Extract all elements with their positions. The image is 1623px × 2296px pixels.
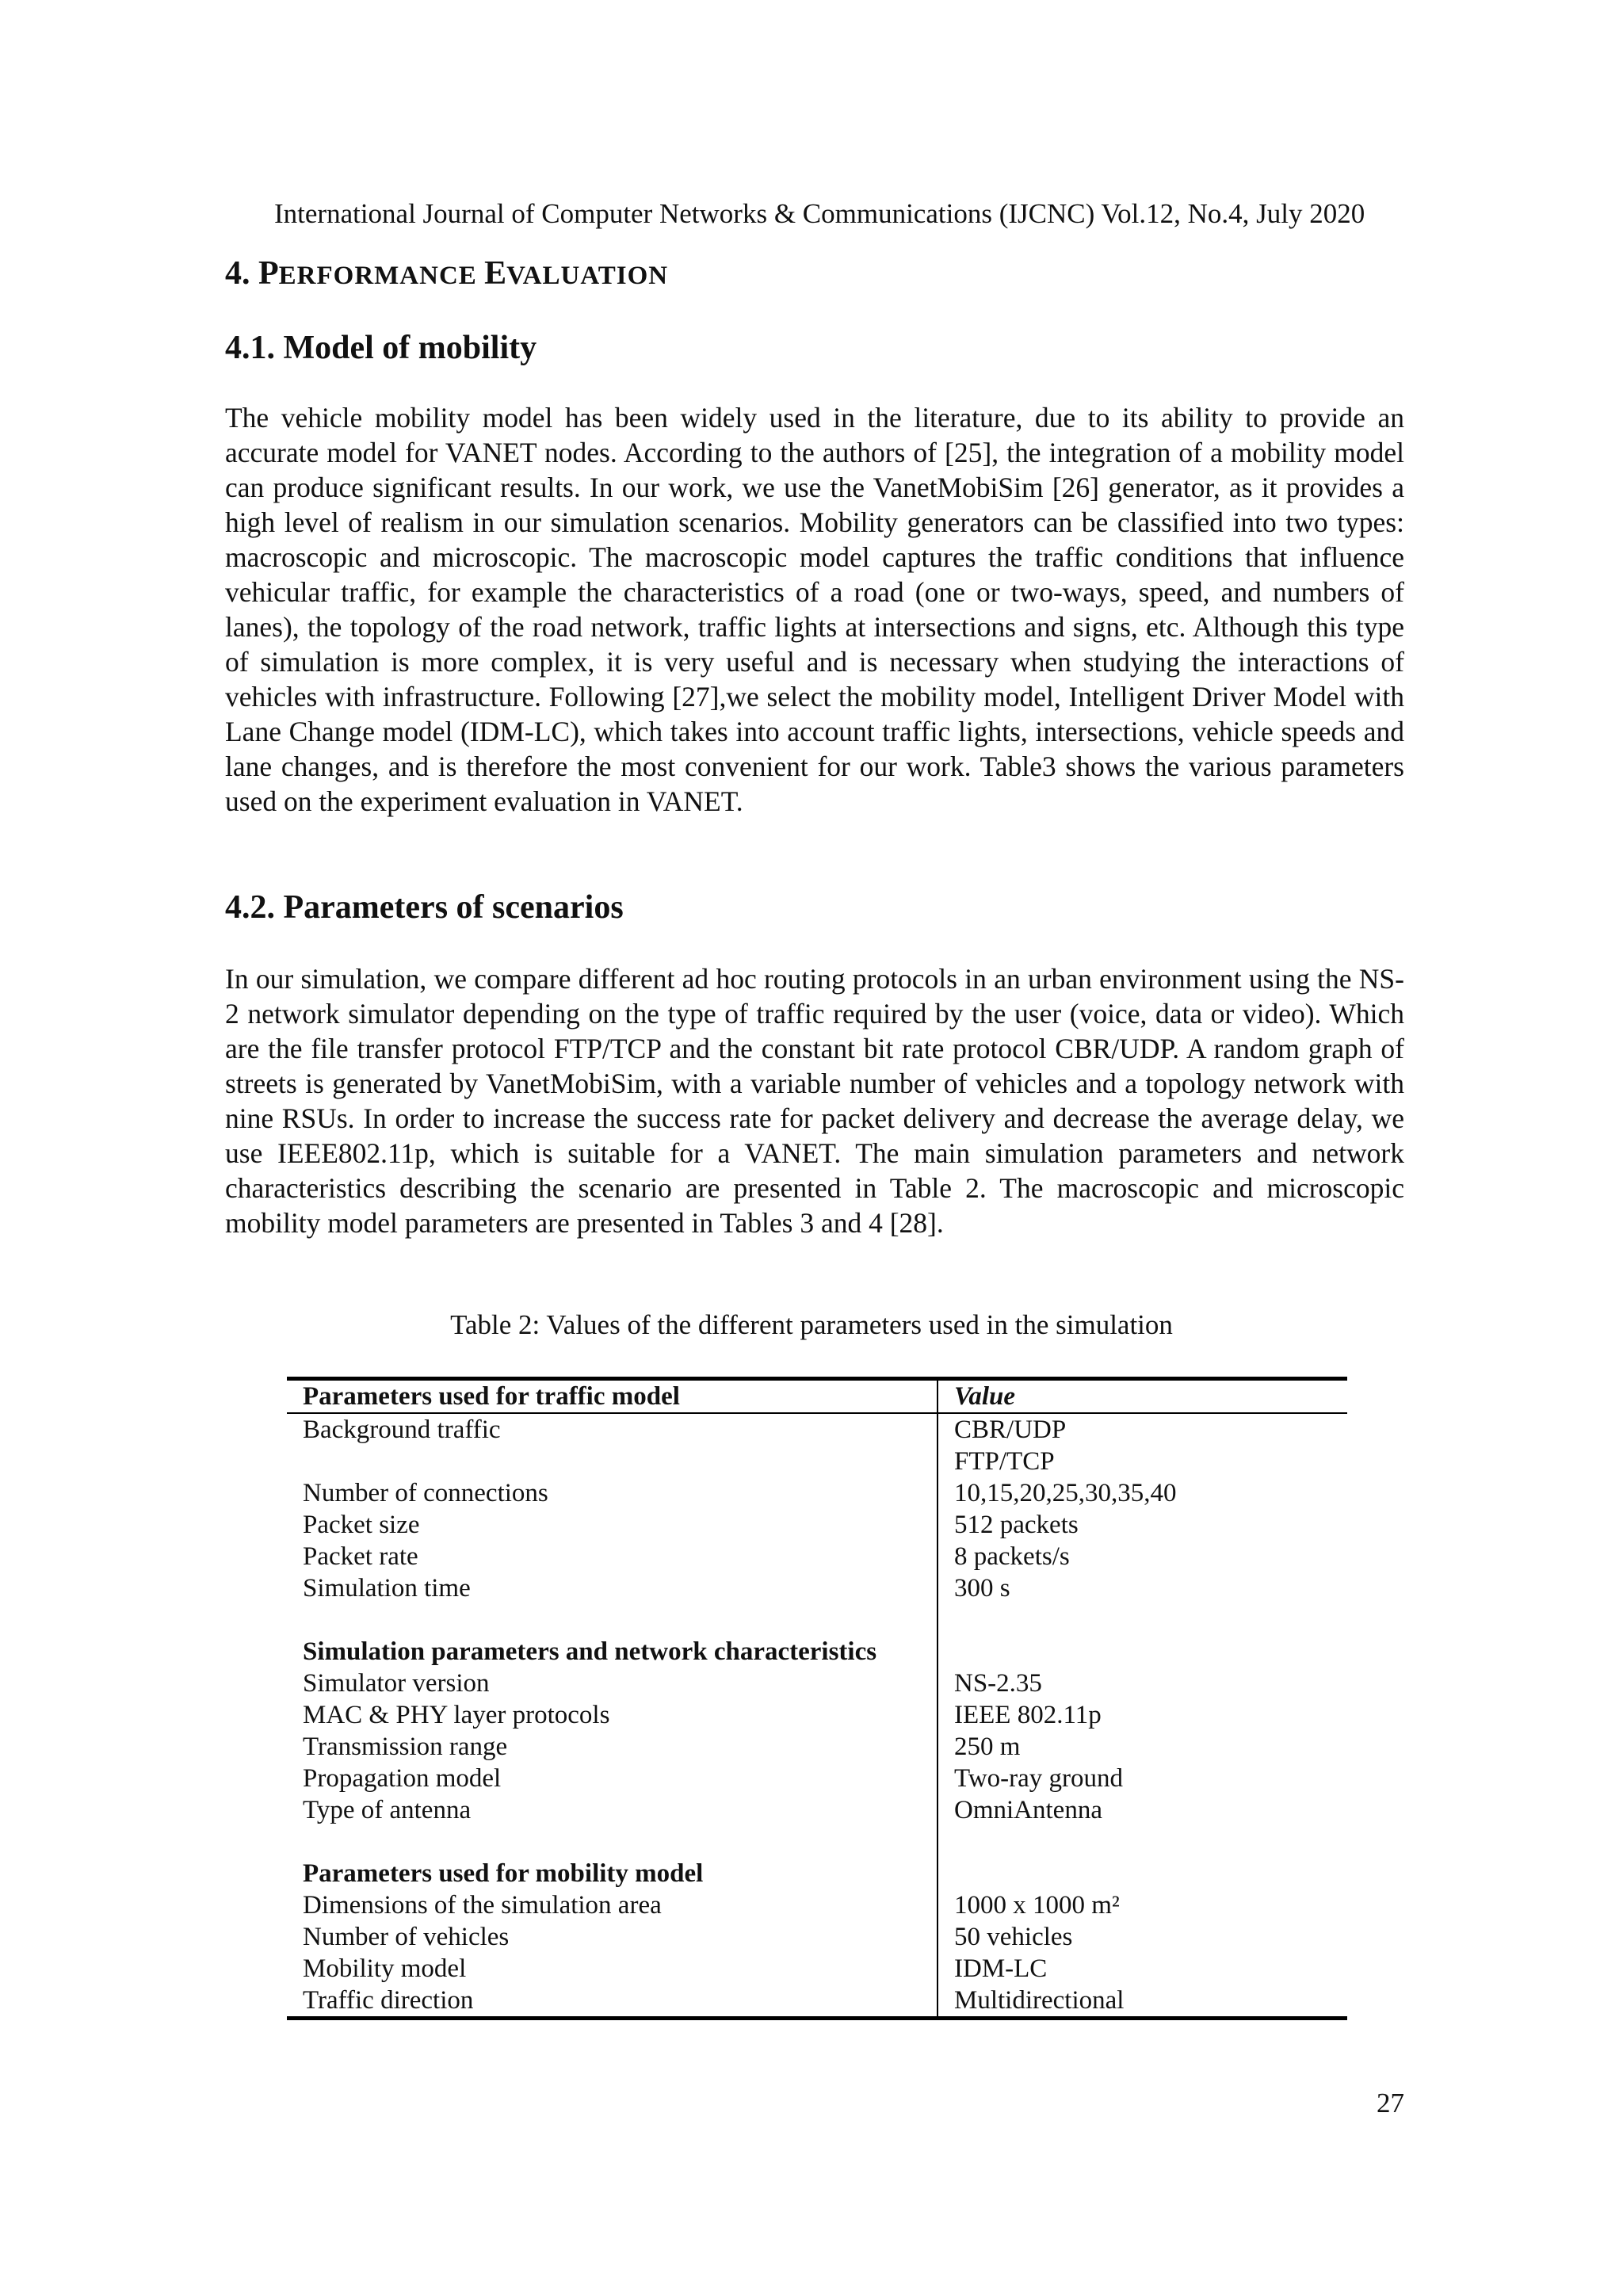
table-row bbox=[287, 1509, 1347, 1541]
table-row bbox=[287, 1604, 1347, 1636]
table-cell-value: 10,15,20,25,30,35,40 bbox=[954, 1479, 1177, 1507]
table-cell-param bbox=[287, 1446, 938, 1477]
table-row bbox=[287, 1731, 1347, 1763]
table-cell-value: 250 m bbox=[954, 1733, 1021, 1761]
table-row bbox=[287, 1541, 1347, 1572]
table-row bbox=[287, 1763, 1347, 1794]
table-row bbox=[287, 1921, 1347, 1953]
table-cell-value: NS-2.35 bbox=[954, 1669, 1042, 1698]
table-cell-param: Mobility model bbox=[287, 1953, 938, 1985]
table-cell-value bbox=[938, 1826, 1347, 1858]
table-cell-value: Multidirectional bbox=[954, 1986, 1125, 2015]
section-rest-2: VALUATION bbox=[506, 262, 669, 290]
table-row bbox=[287, 1572, 1347, 1604]
table-cell-value: 8 packets/s bbox=[954, 1542, 1070, 1571]
section-title bbox=[225, 252, 668, 297]
table-cell-value: IDM-LC bbox=[954, 1954, 1048, 1983]
table-cell-value: 512 packets bbox=[954, 1511, 1079, 1539]
table-cell-value: 1000 x 1000 m² bbox=[954, 1891, 1120, 1920]
parameters-table bbox=[287, 1377, 1347, 2020]
table-cell-value bbox=[938, 1604, 1347, 1636]
table-row bbox=[287, 1858, 1347, 1889]
table-cell-value: Two-ray ground bbox=[954, 1764, 1124, 1793]
table-row bbox=[287, 1985, 1347, 2016]
table-row bbox=[287, 1889, 1347, 1921]
table-row bbox=[287, 1668, 1347, 1699]
table-cell-param: Number of connections bbox=[287, 1477, 938, 1509]
table-cell-value: 50 vehicles bbox=[954, 1923, 1073, 1951]
table-row bbox=[287, 1699, 1347, 1731]
table-cell-param: Packet rate bbox=[287, 1541, 938, 1572]
table-cell-param: Simulation time bbox=[287, 1572, 938, 1604]
table-group-heading: Parameters used for mobility model bbox=[287, 1858, 938, 1889]
table-cell-param: Simulator version bbox=[287, 1668, 938, 1699]
table-row bbox=[287, 1826, 1347, 1858]
table-header-row bbox=[287, 1381, 1347, 1413]
subsection-title-scenarios: 4.2. Parameters of scenarios bbox=[225, 889, 624, 926]
table-cell-value: FTP/TCP bbox=[954, 1447, 1055, 1476]
table-cell-param: Transmission range bbox=[287, 1731, 938, 1763]
section-cap-2: E bbox=[484, 255, 507, 292]
table-cell-param: Background traffic bbox=[287, 1413, 938, 1446]
section-number: 4. bbox=[225, 255, 258, 292]
table-cell-value bbox=[938, 1636, 1347, 1668]
table-cell-value: 300 s bbox=[954, 1574, 1010, 1603]
paragraph-scenarios: In our simulation, we compare different ad hoc routing protocols in an urban environment using the NS-2 network simulator depending on the type of traffic required by the user (voice, data or video). Which are the file transfer protocol FTP/TCP and the constant bit rate protocol CBR/UDP. A random graph of streets is generated by VanetMobiSim, with a variable number of vehicles and a topology network with nine RSUs. In order to increase the success rate for packet delivery and decrease the average delay, we use IEEE802.11p, which is suitable for a VANET. The main simulation parameters and network characteristics describing the scenario are presented in Table 2. The macroscopic and microscopic mobility model parameters are presented in Tables 3 and 4 [28]. bbox=[225, 963, 1404, 1239]
section-cap-1: P bbox=[258, 255, 279, 292]
table-cell-value bbox=[938, 1858, 1347, 1889]
journal-header: International Journal of Computer Networks & Communications (IJCNC) Vol.12, No.4, July 2020 bbox=[274, 198, 1365, 229]
table-row bbox=[287, 1413, 1347, 1446]
table-cell-param: MAC & PHY layer protocols bbox=[287, 1699, 938, 1731]
subsection-title-mobility: 4.1. Model of mobility bbox=[225, 330, 537, 366]
table-cell-param bbox=[287, 1826, 938, 1858]
table-row bbox=[287, 1953, 1347, 1985]
table-cell-param: Propagation model bbox=[287, 1763, 938, 1794]
paragraph-mobility: The vehicle mobility model has been widely used in the literature, due to its ability to provide an accurate model for VANET nodes. According to the authors of [25], the integration of a mobility model can produce significant results. In our work, we use the VanetMobiSim [26] generator, as it provides a high level of realism in our simulation scenarios. Mobility generators can be classified into two types: macroscopic and microscopic. The macroscopic model captures the traffic conditions that influence vehicular traffic, for example the characteristics of a road (one or two-ways, speed, and numbers of lanes), the topology of the road network, traffic lights at intersections and signs, etc. Although this type of simulation is more complex, it is very useful and is necessary when studying the interactions of vehicles with infrastructure. Following [27],we select the mobility model, Intelligent Driver Model with Lane Change model (IDM-LC), which takes into account traffic lights, intersections, vehicle speeds and lane changes, and is therefore the most convenient for our work. Table3 shows the various parameters used on the experiment evaluation in VANET. bbox=[225, 402, 1404, 817]
table-header-value: Value bbox=[938, 1381, 1347, 1413]
table-header-param: Parameters used for traffic model bbox=[287, 1381, 938, 1413]
page-number: 27 bbox=[1377, 2088, 1404, 2118]
table-row bbox=[287, 1446, 1347, 1477]
table-row bbox=[287, 1794, 1347, 1826]
table-cell-value: IEEE 802.11p bbox=[954, 1701, 1102, 1729]
table-cell-value: OmniAntenna bbox=[954, 1796, 1102, 1824]
table-cell-param: Dimensions of the simulation area bbox=[287, 1889, 938, 1921]
table-cell-param: Type of antenna bbox=[287, 1794, 938, 1826]
table-cell-param: Number of vehicles bbox=[287, 1921, 938, 1953]
table-cell-param bbox=[287, 1604, 938, 1636]
table-row bbox=[287, 1477, 1347, 1509]
section-rest-1: ERFORMANCE bbox=[278, 262, 485, 290]
table-row bbox=[287, 1636, 1347, 1668]
table-caption: Table 2: Values of the different parameters used in the simulation bbox=[450, 1309, 1173, 1340]
table-cell-value: CBR/UDP bbox=[954, 1415, 1067, 1444]
table-cell-param: Traffic direction bbox=[287, 1985, 938, 2016]
table-group-heading: Simulation parameters and network characteristics bbox=[287, 1636, 938, 1668]
table-cell-param: Packet size bbox=[287, 1509, 938, 1541]
